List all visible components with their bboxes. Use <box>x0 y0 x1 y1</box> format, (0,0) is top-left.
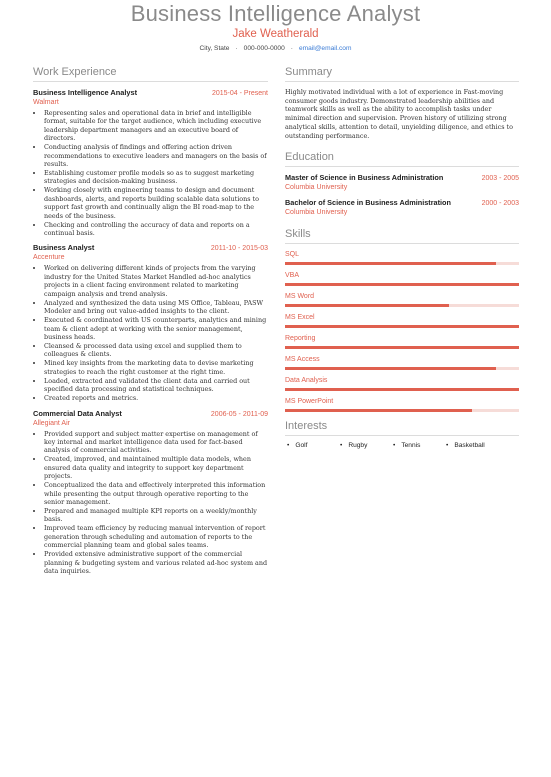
skill-level-track <box>285 346 519 349</box>
job-bullet: • Conceptualized the data and effectively interpreted this information while presenting the output through operative reporting to the senior management. <box>44 481 268 506</box>
job-title: Commercial Data Analyst <box>33 408 122 418</box>
section-title-education: Education <box>285 151 519 167</box>
resume-title: Business Intelligence Analyst <box>130 1 421 26</box>
education-school: Columbia University <box>285 184 348 192</box>
job-header <box>33 243 268 252</box>
skill-name: MS Access <box>285 356 320 364</box>
skill-item <box>285 313 519 328</box>
skill-level-bar <box>285 409 472 412</box>
job-dates: 2006-05 - 2011-09 <box>210 410 268 418</box>
education-dates: 2003 - 2005 <box>481 175 519 183</box>
job-entry <box>33 243 268 402</box>
education-header <box>285 198 519 207</box>
skill-name: MS Excel <box>285 314 315 322</box>
contact-separator: · <box>235 45 238 52</box>
work-experience-list <box>33 88 268 575</box>
skill-name: VBA <box>285 272 300 280</box>
job-bullet-list <box>33 109 268 237</box>
education-degree: Bachelor of Science in Business Administration <box>285 198 451 208</box>
skill-item <box>285 292 519 307</box>
job-bullet: • Conducting analysis of findings and offering action driven recommendations to executive leaders and managers on the basis of results. <box>44 143 268 168</box>
contact-location: City, State <box>199 45 230 52</box>
job-bullet: • Executed & coordinated with US counterparts, analytics and mining team & client adept at working with the senior management, business heads. <box>44 316 268 341</box>
skill-item <box>285 376 519 391</box>
skill-level-bar <box>285 304 449 307</box>
contact-email-link[interactable]: email@email.com <box>298 45 352 52</box>
job-entry <box>33 409 268 576</box>
education-school: Columbia University <box>285 209 348 217</box>
interest-item: • Golf <box>287 442 340 449</box>
section-title-work: Work Experience <box>33 66 268 82</box>
skill-level-bar <box>285 388 519 391</box>
left-column <box>33 66 268 581</box>
skills-list <box>285 250 519 412</box>
job-title: Business Intelligence Analyst <box>33 88 138 97</box>
education-degree: Master of Science in Business Administration <box>285 173 444 183</box>
skill-name: Data Analysis <box>285 377 328 385</box>
skill-item <box>285 334 519 349</box>
section-title-skills: Skills <box>285 228 519 244</box>
education-dates: 2000 - 2003 <box>481 200 519 208</box>
job-bullet: • Working closely with engineering teams to design and document dashboards, alerts, and reports building scalable data solutions to support fast growth and continually align the BI road-map to the needs of the business. <box>44 186 268 220</box>
interests-list <box>285 442 519 449</box>
skill-level-track <box>285 367 519 370</box>
job-dates: 2011-10 - 2015-03 <box>210 245 268 253</box>
job-bullet: • Checking and controlling the accuracy of data and reports on a continual basis. <box>44 221 268 238</box>
skill-level-track <box>285 262 519 265</box>
skill-level-track <box>285 325 519 328</box>
job-bullet: • Provided support and subject matter expertise on management of key internal and market intelligence data used for fact-based analysis of commercial activities. <box>44 430 268 455</box>
summary-text: Highly motivated individual with a lot of experience in Fast-moving consumer goods industry. Demonstrated leadership abilities and teamwork skills as well as the ability to accomplish tasks under minimal direction and supervision. Proven history of utilizing strong analytical skills, attention to detail, unyielding diligence, and ethics to outstanding performance. <box>285 88 513 140</box>
job-dates: 2015-04 - Present <box>211 90 268 97</box>
job-header <box>33 409 268 418</box>
job-bullet: • Cleansed & processed data using excel and supplied them to colleagues & clients. <box>44 342 268 359</box>
job-entry <box>33 88 268 237</box>
skill-level-bar <box>285 346 519 349</box>
skill-item <box>285 397 519 412</box>
job-company: Allegiant Air <box>33 419 70 427</box>
skill-name: SQL <box>285 251 300 259</box>
interest-item: • Tennis <box>393 442 446 449</box>
right-column <box>285 66 519 449</box>
job-company: Walmart <box>33 99 59 106</box>
education-header <box>285 173 519 182</box>
education-entry <box>285 198 519 216</box>
contact-separator: · <box>290 45 293 52</box>
skill-name: MS Word <box>285 293 315 301</box>
job-bullet: • Analyzed and synthesized the data using MS Office, Tableau, PASW Modeler and bring out value-added insights to the client. <box>44 299 268 316</box>
job-bullet: • Representing sales and operational data in brief and intelligible format, suitable for the target audience, which including executive leadership department managers and an executive board of directors. <box>44 109 268 143</box>
job-bullet-list <box>33 264 268 402</box>
education-entry <box>285 173 519 191</box>
job-title: Business Analyst <box>33 243 95 253</box>
skill-level-bar <box>285 367 496 370</box>
skill-level-bar <box>285 262 496 265</box>
job-bullet: • Establishing customer profile models so as to suggest marketing strategies and decision-making business. <box>44 169 268 186</box>
job-header <box>33 88 268 97</box>
job-bullet: • Improved team efficiency by reducing manual intervention of report generation through scheduling and automation of reports to the commercial planning team and global sales teams. <box>44 524 268 549</box>
section-title-summary: Summary <box>285 66 519 82</box>
job-bullet-list <box>33 430 268 576</box>
job-bullet: • Loaded, extracted and validated the client data and carried out specified data processing and statistical techniques. <box>44 377 268 394</box>
job-bullet: • Worked on delivering different kinds of projects from the varying industry for the United States Market Handled ad-hoc analytics projects in a client facing environment related to marketing campaign analysis and trend analysis. <box>44 264 268 298</box>
skill-item <box>285 355 519 370</box>
education-list <box>285 173 519 216</box>
skill-item <box>285 250 519 265</box>
skill-level-bar <box>285 283 519 286</box>
skill-level-track <box>285 304 519 307</box>
skill-level-track <box>285 409 519 412</box>
section-title-interests: Interests <box>285 420 519 436</box>
job-bullet: • Created reports and metrics. <box>44 394 268 402</box>
candidate-name: Jake Weatherald <box>232 28 319 40</box>
skill-level-track <box>285 283 519 286</box>
skill-level-bar <box>285 325 519 328</box>
interest-item: • Rugby <box>340 442 393 449</box>
resume-header <box>0 2 551 53</box>
job-bullet: • Prepared and managed multiple KPI reports on a weekly/monthly basis. <box>44 507 268 524</box>
job-bullet: • Mined key insights from the marketing data to devise marketing strategies to reach the right customer at the right time. <box>44 359 268 376</box>
skill-item <box>285 271 519 286</box>
contact-line <box>0 44 551 53</box>
skill-level-track <box>285 388 519 391</box>
skill-name: MS PowerPoint <box>285 398 334 406</box>
skill-name: Reporting <box>285 335 316 343</box>
job-company: Accenture <box>33 254 65 262</box>
job-bullet: • Provided extensive administrative support of the commercial planning & budgeting system and various related ad-hoc system and data inquiries. <box>44 550 268 575</box>
job-bullet: • Created, improved, and maintained multiple data models, when ensured data quality and integrity to support key department projects. <box>44 455 268 480</box>
contact-phone: 000-000-0000 <box>243 45 285 52</box>
interest-item: • Basketball <box>446 442 499 449</box>
